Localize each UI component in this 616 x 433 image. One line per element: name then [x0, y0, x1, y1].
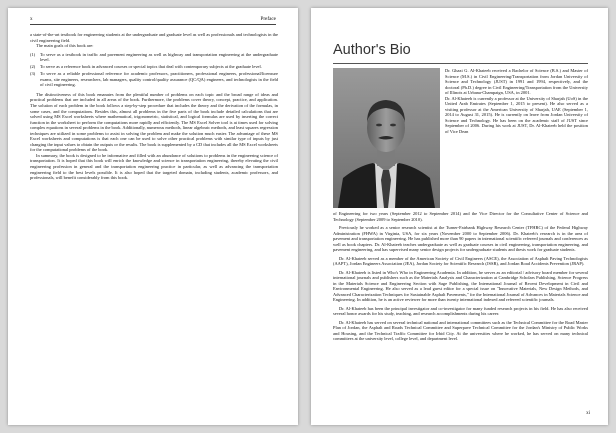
bio-body	[333, 211, 588, 342]
page-title: Author's Bio	[333, 42, 411, 58]
bio-paragraph: of Engineering for two years (September 2012 to September 2014) and the Vice Director for the Consultative Center of Science and Technology (September 2009 to September 2010).	[333, 211, 588, 222]
bio-paragraph: Dr. Al-Khateeb served as a member of the American Society of Civil Engineers (ASCE), the Association of Asphalt Paving Technologists (AAPT), Jordan Engineers Association (JEA), Jordan Society for Scientific Research (JSSR), and Jordan Road Accidents Prevention (JRAP).	[333, 255, 588, 266]
bio-paragraph: Dr. Al-Khateeb is listed in Who's Who in Engineering Academia. In addition, he serves as an editorial / advisory board member for several international journals and publishers such as the Materials Analysis and Characterization at Cambridge Scholars Publishing, Science Progress in the Materials Science and Engineering Section with Sage Publishing, the International Journal of Recent Development in Civil and Environmental Engineering. He also served as a lead guest editor for a special issue on "Innovative Materials, New Design Methods, and Advanced Characterization Techniques for Sustainable Asphalt Pavements," for the International Journal of Advances in Materials Science and Engineering. In addition, he is an active reviewer for more than twenty international indexed and refereed scientific journals.	[333, 269, 588, 302]
bio-intro	[445, 68, 588, 134]
running-head	[30, 16, 276, 25]
title-divider	[333, 63, 588, 64]
bio-paragraph: Dr. Al-Khateeb has served on several technical national and international committees such as the Technical Committee for the Road Master Plan of Jordan, the Asphalt and Roads Technical Committee and Superpave Technical Committee for the Jordan's Ministry of Public Works and Housing, and the Technical Traffic Committee for Irbid City. At the universities where he worked, he has served on many technical committees at the university level, college level, and department level.	[333, 319, 588, 341]
intro-paragraph: a state-of-the-art textbook for engineering students at the undergraduate and graduate level as well as professionals and technologists in the civil engineering field.	[30, 32, 278, 43]
goals-lead: The main goals of this book are:	[36, 43, 94, 49]
distinctiveness-paragraph: The distinctiveness of this book emanates from the plentiful number of problems on each topic and the broad range of ideas and practical problems that are included in all areas of the book. Furthermore, the problems cover theory, concept, practice, and application. The solution of each problem in the book follows a step-by-step procedure that includes the theory and the derivation of the formulas, in some cases, and the computations. Besides this, almost all problems in the five parts of the book include detailed calculations that are solved using MS Excel worksheets where mathematical, trigonometric, statistical, and logical formulas are used by inserting the correct function in the worksheet to perform the computations more rapidly and efficiently. The MS Excel Solver tool is at times used for solving complex equations in several problems in the book. Additionally, numerous methods, linear algebraic methods, and least squares regression techniques are utilized in some problems to assist in solving the problem and make the solution much easier. The advantage of these MS Excel worksheets and computations is that each one can be used to solve other practical problems with similar type of inputs by just changing the input values to obtain the outputs or the results. The book is supplemented by a CD that includes all the MS Excel worksheets for the computational problems of the book.	[30, 91, 278, 153]
summary-paragraph: In summary, the book is designed to be informative and filled with an abundance of solutions to problems in the engineering science of transportation. It is hoped that this book will enrich the knowledge and science in transportation engineering, thereby elevating the civil engineering profession in general and the transportation engineering practice in particular, as well as advancing the transportation engineering field to the best levels possible. It is also hoped that the targeted domain, including students, academic professors, and professionals, will benefit considerably from this book.	[30, 152, 278, 181]
page-number: xi	[586, 411, 590, 416]
page-number: x	[30, 16, 33, 22]
right-page	[311, 8, 608, 425]
bio-paragraph: Previously he worked as a senior research scientist at the Turner-Fairbank Highway Research Center (TFHRC) of the Federal Highway Administration (FHWA) in Virginia, USA, for six years (November 2000 to September 2006). Dr. Khateeb's research is in the area of pavement and transportation engineering. He has published more than 90 papers in international scientific refereed journals and conferences as well as book chapters. Dr. Al-Khateeb teaches undergraduate as well as graduate courses in civil engineering, transportation engineering, and pavement engineering, and has supervised many senior design projects for undergraduate students and thesis work for graduate students.	[333, 225, 588, 252]
author-photo	[333, 68, 440, 208]
preface-text	[30, 32, 278, 181]
bio-paragraph: Dr. Ghazi G. Al-Khateeb received a Bachelor of Science (B.S.) and Master of Science (M.S.) in Civil Engineering/Transportation from Jordan University of Science and Technology (JUST) in 1991 and 1994, respectively, and the doctoral (Ph.D.) degree in Civil Engineering/Transportation from the University of Illinois at Urbana-Champaign, USA, in 2001.	[445, 68, 588, 95]
list-item: (3) To serve as a reliable professional reference for academic professors, practitioners, professional engineers, professional/licensure exams, site engineers, researchers, lab managers, quality control/quality assurance (QC/QA) engineers, and technologists in the field of civil engineering.	[30, 71, 278, 88]
running-title: Preface	[260, 16, 276, 22]
left-page	[8, 8, 298, 425]
list-item: (1) To serve as a textbook in traffic and pavement engineering as well as highway and transportation engineering at the undergraduate level.	[30, 51, 278, 63]
list-item: (2) To serve as a reference book in advanced courses or special topics that deal with contemporary subjects at the graduate level.	[30, 64, 262, 70]
bio-paragraph: Dr. Al-Khateeb has been the principal investigator and co-investigator for many funded research projects in his field. He has also received several honor awards for his study, teaching, and research accomplishments during his career.	[333, 305, 588, 316]
bio-paragraph: Dr. Al-Khateeb is currently a professor at the University of Sharjah (UoS) in the United Arab Emirates (September 1, 2015 to present). He also served as a visiting professor at the American University of Sharjah, UAE (September 1, 2014 to August 31, 2015). He is currently on leave from Jordan University of Science and Technology. He has been on the academic staff of JUST since September of 2006. During his work at JUST, Dr. Al-Khateeb held the position of Vice Dean	[445, 95, 588, 134]
goals-list	[30, 52, 278, 88]
